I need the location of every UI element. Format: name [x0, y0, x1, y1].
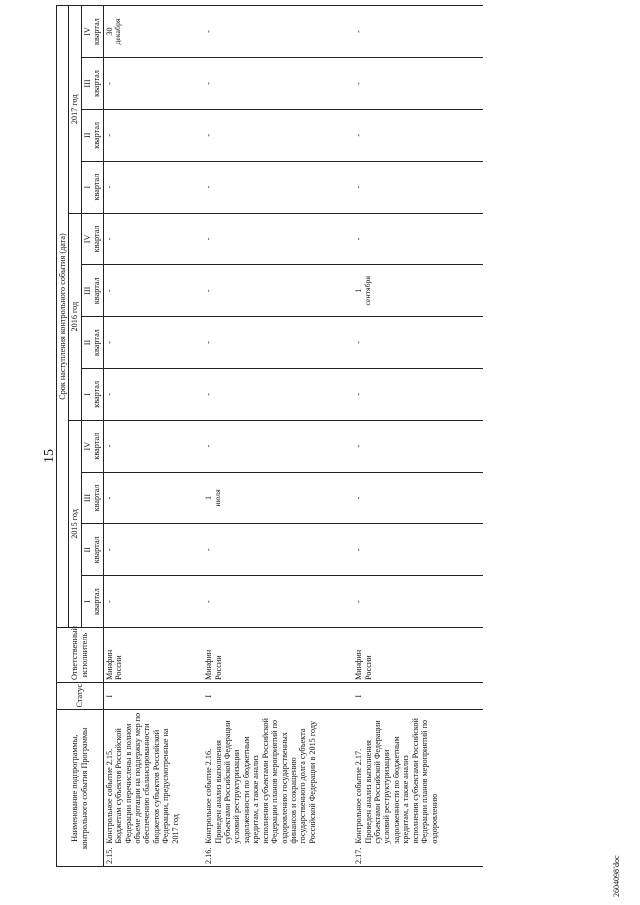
quarter-value: - — [204, 185, 214, 189]
table-row — [103, 6, 203, 867]
quarter-roman: I — [82, 185, 92, 189]
event-title: Контрольное событие 2.15. — [104, 748, 114, 844]
quarter-header — [81, 213, 103, 265]
quarter-cell — [353, 472, 483, 524]
quarter-cell — [203, 213, 353, 265]
quarter-header — [81, 161, 103, 213]
event-title: Контрольное событие 2.17. — [354, 748, 364, 844]
quarter-value: - — [354, 237, 364, 241]
quarter-value: - — [104, 393, 114, 396]
quarter-value: - — [204, 30, 214, 33]
quarter-word: квартал — [92, 70, 102, 97]
quarter-value: - — [354, 341, 364, 344]
quarter-roman: II — [82, 132, 92, 139]
event-name-cell — [353, 710, 483, 867]
quarter-value: - — [354, 133, 364, 137]
quarter-roman: III — [82, 493, 92, 503]
event-number: 2.16. — [204, 847, 214, 864]
quarter-value: - — [204, 237, 214, 241]
quarter-cell — [103, 161, 203, 213]
quarter-value: - — [204, 341, 214, 344]
quarter-cell — [353, 317, 483, 369]
event-responsible: Минфин России — [103, 628, 203, 683]
quarter-value: - — [354, 444, 364, 448]
quarter-cell — [353, 524, 483, 576]
quarter-header — [81, 6, 103, 58]
table-row — [353, 6, 483, 867]
quarter-value: - — [104, 237, 114, 241]
event-number: 2.17. — [354, 847, 364, 864]
quarter-value: - — [204, 289, 214, 293]
quarter-header — [81, 524, 103, 576]
quarter-value: 30 — [104, 27, 114, 36]
quarter-value: - — [204, 393, 214, 396]
quarter-value: - — [104, 600, 114, 603]
quarter-value: - — [104, 82, 114, 85]
quarter-cell — [353, 420, 483, 472]
quarter-roman: I — [82, 393, 92, 396]
quarter-value: - — [204, 444, 214, 448]
quarter-word: квартал — [92, 173, 102, 201]
quarter-cell — [353, 368, 483, 420]
event-status: I — [353, 683, 483, 710]
quarter-cell — [203, 265, 353, 317]
quarter-value: - — [104, 133, 114, 137]
quarter-value: - — [354, 496, 364, 500]
quarter-value: - — [354, 548, 364, 552]
event-responsible: Минфин России — [203, 628, 353, 683]
quarter-word: квартал — [92, 484, 102, 512]
quarter-value: - — [204, 548, 214, 552]
header-year-2017: 2017 год — [69, 6, 81, 214]
quarter-header — [81, 576, 103, 628]
quarter-value: - — [104, 496, 114, 500]
quarter-roman: IV — [82, 441, 92, 451]
quarter-cell — [203, 472, 353, 524]
quarter-value: 1 — [204, 495, 214, 501]
quarter-cell — [353, 161, 483, 213]
quarter-cell — [353, 576, 483, 628]
quarter-value: - — [104, 185, 114, 189]
quarter-cell — [203, 524, 353, 576]
quarter-value: - — [354, 30, 364, 33]
quarter-cell — [353, 58, 483, 110]
quarter-date-month: июля — [212, 489, 222, 507]
header-status: Статус — [57, 683, 104, 710]
quarter-word: квартал — [92, 329, 102, 356]
event-status: I — [103, 683, 203, 710]
event-number: 2.15. — [104, 847, 114, 864]
quarter-value: - — [204, 82, 214, 85]
quarter-roman: II — [82, 547, 92, 553]
quarter-value: - — [104, 289, 114, 293]
quarter-cell — [103, 6, 203, 58]
quarter-cell — [103, 58, 203, 110]
quarter-cell — [203, 317, 353, 369]
quarter-cell — [103, 524, 203, 576]
quarter-word: квартал — [92, 277, 102, 305]
quarter-word: квартал — [92, 121, 102, 149]
table-body — [103, 6, 483, 867]
quarter-roman: II — [82, 339, 92, 346]
quarter-cell — [203, 368, 353, 420]
quarter-cell — [103, 213, 203, 265]
quarter-cell — [103, 368, 203, 420]
header-year-2015: 2015 год — [69, 420, 81, 627]
quarter-cell — [353, 6, 483, 58]
quarter-cell — [203, 420, 353, 472]
quarter-header — [81, 420, 103, 472]
header-year-2016: 2016 год — [69, 213, 81, 420]
quarter-roman: III — [82, 79, 92, 88]
quarter-word: квартал — [92, 380, 102, 408]
quarter-cell — [103, 472, 203, 524]
table-row — [203, 6, 353, 867]
header-deadline: Срок наступления контрольного события (дата) — [57, 6, 69, 628]
quarter-cell — [103, 265, 203, 317]
quarter-date-month: сентября — [362, 275, 372, 306]
quarter-cell — [353, 265, 483, 317]
quarter-value: - — [354, 393, 364, 396]
quarter-cell — [203, 58, 353, 110]
event-name-cell — [203, 710, 353, 867]
header-name: Наименование подпрограммы, контрольного события Программы — [57, 710, 104, 867]
quarter-word: квартал — [92, 588, 102, 616]
header-responsible: Ответственный исполнитель — [57, 628, 104, 683]
quarter-date-month: декабря — [113, 18, 123, 45]
quarter-value: - — [354, 82, 364, 85]
page-number: 15 — [42, 449, 57, 463]
quarter-value: 1 — [354, 288, 364, 293]
quarter-header — [81, 368, 103, 420]
event-title: Контрольное событие 2.16. — [204, 748, 214, 844]
quarter-value: - — [104, 444, 114, 448]
quarter-header — [81, 58, 103, 110]
quarter-header — [81, 317, 103, 369]
quarter-value: - — [204, 600, 214, 603]
quarter-cell — [353, 109, 483, 161]
quarter-cell — [353, 213, 483, 265]
quarter-cell — [103, 420, 203, 472]
quarter-cell — [103, 317, 203, 369]
quarter-cell — [203, 576, 353, 628]
document-id: 2604098̃ doc — [612, 855, 621, 897]
quarter-cell — [203, 109, 353, 161]
quarter-roman: IV — [82, 27, 92, 36]
quarter-value: - — [354, 185, 364, 189]
quarter-word: квартал — [92, 18, 102, 45]
quarter-value: - — [204, 133, 214, 137]
event-description: Проведен анализ выполнения субъектами Российской Федерации условий реструктуризации задолженности по бюджетным кредитам, а также анализ исполнения субъектами Российской Федерации планов мероприятий по оздоровлению государственных финансов и сокращению государственного долга субъекта Российской Федерации в 2015 году — [213, 718, 317, 844]
event-name-cell — [103, 710, 203, 867]
event-responsible: Минфин России — [353, 628, 483, 683]
quarter-word: квартал — [92, 225, 102, 253]
quarter-cell — [203, 161, 353, 213]
quarter-value: - — [354, 600, 364, 603]
quarter-header — [81, 265, 103, 317]
quarter-value: - — [104, 548, 114, 552]
quarter-roman: IV — [82, 234, 92, 244]
quarter-roman: III — [82, 286, 92, 295]
quarter-word: квартал — [92, 432, 102, 460]
event-status: I — [203, 683, 353, 710]
quarter-cell — [103, 576, 203, 628]
quarter-cell — [203, 6, 353, 58]
event-description: Бюджетам субъектов Российской Федерации перечислены в полном объеме дотации на поддержку мер по обеспечению сбалансированности бюджетов субъектов Российской Федерации, предусмотренные на 2017 год — [114, 712, 180, 844]
quarter-value: - — [104, 341, 114, 344]
quarter-cell — [103, 109, 203, 161]
quarter-word: квартал — [92, 536, 102, 564]
quarter-header — [81, 109, 103, 161]
quarter-roman: I — [82, 600, 92, 603]
quarter-header — [81, 472, 103, 524]
event-description: Проведен анализ выполнения субъектами Российской Федерации условий реструктуризации задолженности по бюджетным кредитам, а также анализ исполнения субъектами Российской Федерации планов мероприятий по оздоровлению — [363, 718, 439, 844]
schedule-table — [56, 5, 483, 867]
